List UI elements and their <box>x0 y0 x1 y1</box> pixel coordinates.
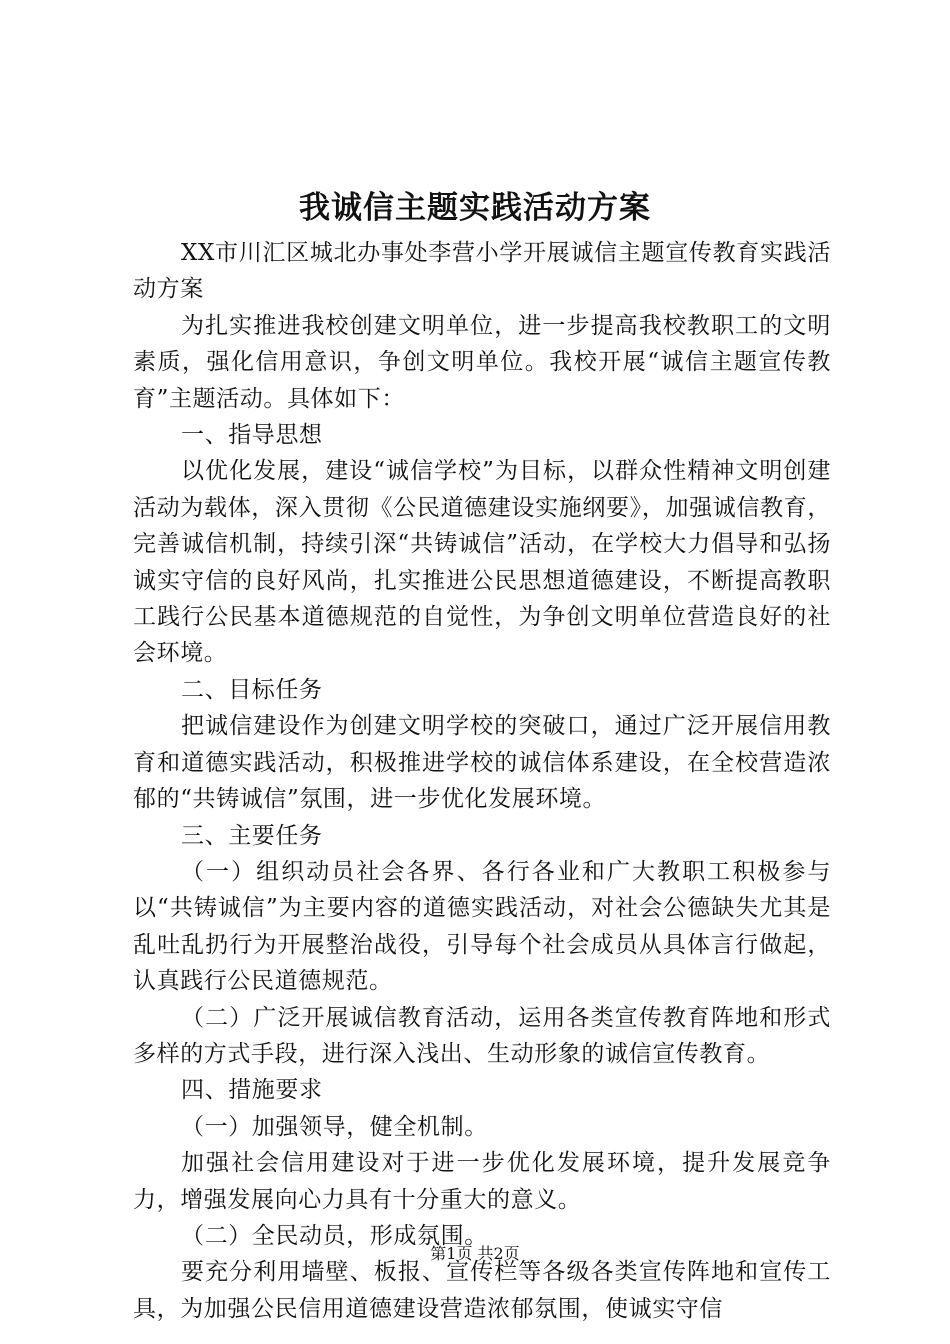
section-heading-2: 二、目标任务 <box>181 676 323 703</box>
document-body <box>133 235 831 1327</box>
subheading-measure-2: （二）全民动员，形成氛围。 <box>181 1222 488 1249</box>
paragraph-intro: 为扎实推进我校创建文明单位，进一步提高我校教职工的文明素质，强化信用意识，争创文明单位。我校开展“诚信主题宣传教育”主题活动。具体如下： <box>133 312 831 412</box>
section-heading-1: 一、指导思想 <box>181 422 323 449</box>
paragraph-heading-line: XX市川汇区城北办事处李营小学开展诚信主题宣传教育实践活动方案 <box>133 240 831 303</box>
document-title: 我诚信主题实践活动方案 <box>299 190 651 226</box>
section-heading-4: 四、措施要求 <box>181 1077 323 1104</box>
paragraph-guiding-thought: 以优化发展，建设“诚信学校”为目标，以群众性精神文明创建活动为载体，深入贯彻《公民道德建设实施纲要》，加强诚信教育，完善诚信机制，持续引深“共铸诚信”活动，在学校大力倡导和弘扬诚实守信的良好风尚，扎实推进公民思想道德建设，不断提高教职工践行公民基本道德规范的自觉性，为争创文明单位营造良好的社会环境。 <box>133 458 831 667</box>
paragraph-measure-2: 要充分利用墙壁、板报、宣传栏等各级各类宣传阵地和宣传工具，为加强公民信用道德建设营造浓郁氛围，使诚实守信 <box>133 1259 831 1322</box>
subheading-measure-1: （一）加强领导，健全机制。 <box>181 1113 488 1140</box>
paragraph-main-task-1: （一）组织动员社会各界、各行各业和广大教职工积极参与以“共铸诚信”为主要内容的道德实践活动，对社会公德缺失尤其是乱吐乱扔行为开展整治战役，引导每个社会成员从具体言行做起，认真践行公民道德规范。 <box>133 858 831 995</box>
section-heading-3: 三、主要任务 <box>181 822 323 849</box>
paragraph-main-task-2: （二）广泛开展诚信教育活动，运用各类宣传教育阵地和形式多样的方式手段，进行深入浅出、生动形象的诚信宣传教育。 <box>133 1004 831 1067</box>
paragraph-goal-task: 把诚信建设作为创建文明学校的突破口，通过广泛开展信用教育和道德实践活动，积极推进学校的诚信体系建设，在全校营造浓郁的“共铸诚信”氛围，进一步优化发展环境。 <box>133 713 831 813</box>
paragraph-measure-1: 加强社会信用建设对于进一步优化发展环境，提升发展竞争力，增强发展向心力具有十分重大的意义。 <box>133 1150 831 1213</box>
page-indicator: 第1页 共2页 <box>430 1244 520 1263</box>
